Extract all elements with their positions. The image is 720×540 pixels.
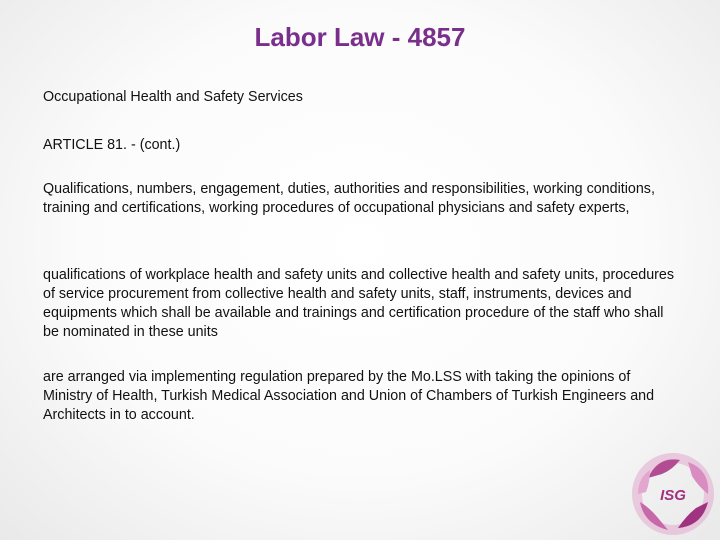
section-subtitle: Occupational Health and Safety Services: [43, 89, 303, 105]
article-note: (cont.): [139, 137, 181, 153]
paragraph-3: are arranged via implementing regulation prepared by the Mo.LSS with taking the opinions of Ministry of Health, Turkish Medical Association and Union of Chambers of Turkish Engineers and Architects in to account.: [43, 369, 655, 423]
article-label: ARTICLE 81. -: [43, 137, 136, 153]
slide-title: Labor Law - 4857: [254, 22, 466, 52]
paragraph-2: qualifications of workplace health and safety units and collective health and safety units, procedures of service procurement from collective health and safety units, staff, instruments, devices and equipments which shall be available and trainings and certification procedure of the staff who shall be nominated in these units: [43, 267, 675, 340]
logo-text: ISG: [660, 487, 686, 504]
hands-circle-logo-icon: [628, 448, 718, 538]
paragraph-1: Qualifications, numbers, engagement, duties, authorities and responsibilities, working conditions, training and certifications, working procedures of occupational physicians and safety experts,: [43, 181, 655, 216]
article-heading: [43, 136, 180, 155]
